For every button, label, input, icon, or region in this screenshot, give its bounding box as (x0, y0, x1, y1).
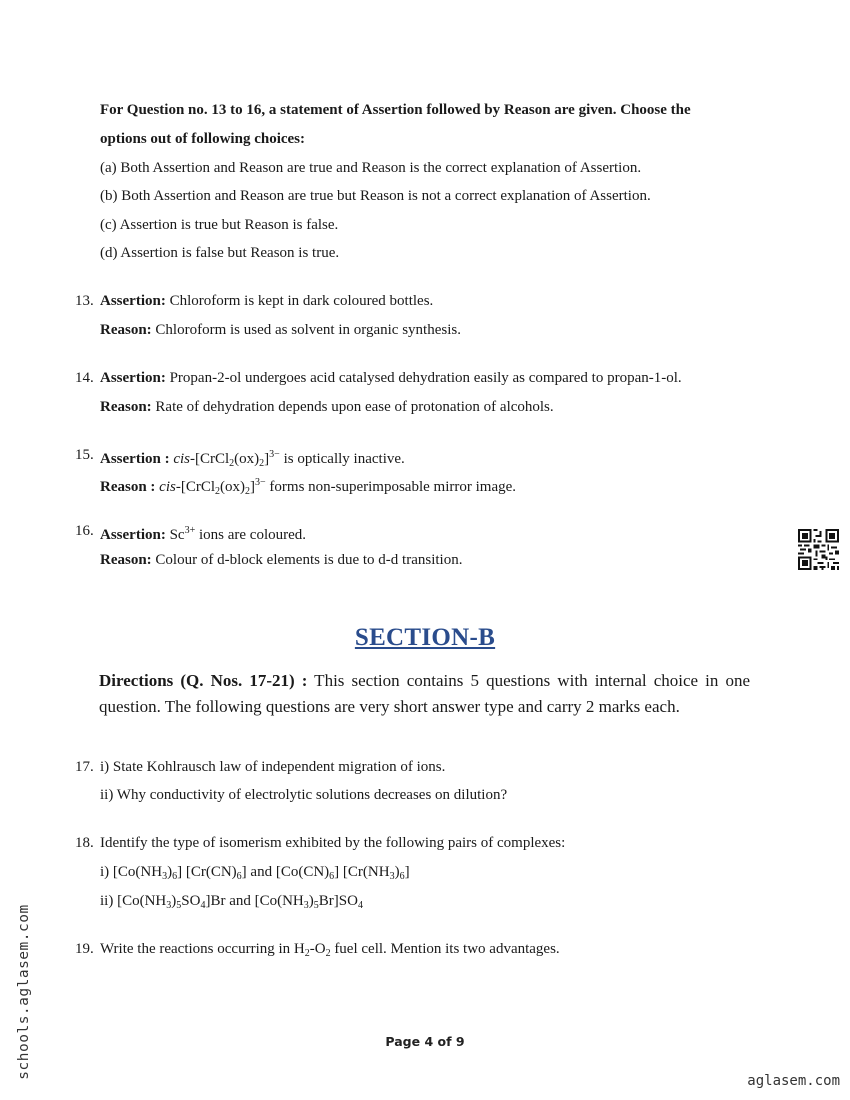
subscript: 2 (245, 486, 251, 497)
question-number-15: 15. (75, 447, 94, 463)
q18-part-i: i) $[Co(NH_3)_6]$ $[Cr(CN)_6]$ and $[Co(CN)_6]$ $[Cr(NH_3)_6]$ (100, 864, 410, 882)
side-watermark-text: schools.aglasem.com (16, 904, 32, 1080)
complex-bracket: ] (264, 451, 270, 467)
subscript: 2 (215, 486, 221, 497)
cis-prefix: cis (159, 479, 176, 495)
subscript: 2 (259, 458, 265, 469)
reason-text: Chloroform is used as solvent in organic synthesis. (151, 322, 461, 338)
q14-reason (100, 397, 554, 417)
question-number-18: 18. (75, 835, 94, 851)
question-number-13: 13. (75, 293, 94, 309)
subscript: 2 (229, 458, 235, 469)
assertion-label: Assertion: (100, 293, 166, 309)
section-title: SECTION-B (354, 624, 496, 651)
oxalate-ligand: (ox) (234, 451, 260, 467)
q19-text (100, 939, 560, 964)
part-label: i) (100, 864, 113, 880)
instructions-line-2: options out of following choices: (100, 131, 306, 147)
reason-label: Reason: (100, 322, 152, 338)
question-number-17: 17. (75, 759, 94, 775)
directions-text: This section contains 5 questions with internal choice in one question. The following questions are very short answer type and carry 2 marks each. (99, 671, 751, 716)
question-number-16: 16. (75, 523, 94, 539)
charge-superscript: 3+ (184, 525, 196, 536)
assertion-label: Assertion: (100, 370, 166, 386)
question-number-19: 19. (75, 941, 94, 957)
q14-assertion (100, 368, 682, 388)
oxalate-ligand: (ox) (220, 479, 246, 495)
complex-part: -[CrCl (190, 451, 230, 467)
assertion-text: Chloroform is kept in dark coloured bottles. (165, 293, 434, 309)
q17-part-1: i) State Kohlrausch law of independent migration of ions. (100, 759, 446, 775)
q19-text-start: Write the reactions occurring in H (100, 941, 305, 957)
complex-part: -[CrCl (175, 479, 216, 495)
reason-label: Reason: (100, 552, 152, 568)
subscript: 2 (304, 948, 310, 959)
q16-assertion (100, 521, 306, 545)
assertion-text: Propan-2-ol undergoes acid catalysed dehydration easily as compared to propan-1-ol. (165, 370, 682, 386)
assertion-label: Assertion : (100, 451, 170, 467)
cis-prefix: cis (173, 451, 190, 467)
option-a: (a) Both Assertion and Reason are true and Reason is the correct explanation of Assertion. (100, 160, 642, 176)
q17-part-2: ii) Why conductivity of electrolytic solutions decreases on dilution? (100, 787, 508, 803)
q16-reason (100, 550, 462, 570)
q18-stem: Identify the type of isomerism exhibited by the following pairs of complexes: (100, 835, 566, 851)
assertion-text: Sc (165, 527, 185, 543)
q15-assertion (100, 445, 405, 474)
part-label: ii) (100, 893, 118, 909)
reason-label: Reason: (100, 399, 152, 415)
option-d: (d) Assertion is false but Reason is true. (100, 245, 340, 261)
q19-text-end: fuel cell. Mention its two advantages. (330, 941, 560, 957)
reason-label: Reason : (100, 479, 156, 495)
question-number-14: 14. (75, 370, 94, 386)
charge-superscript: 3− (255, 477, 266, 488)
q18-part-ii: ii) $[Co(NH_3)_5SO_4]Br$ and $[Co(NH_3)_5Br]SO_4$ (100, 893, 363, 911)
complex-bracket: ] (250, 479, 256, 495)
charge-superscript: 3− (269, 449, 280, 460)
directions-lead: Directions (Q. Nos. 17-21) : (99, 671, 308, 690)
option-c: (c) Assertion is true but Reason is false. (100, 217, 339, 233)
assertion-text-end: ions are coloured. (195, 527, 307, 543)
reason-text: Colour of d-block elements is due to d-d transition. (151, 552, 463, 568)
section-directions (99, 668, 750, 719)
q13-reason (100, 320, 461, 340)
instructions-line-1: For Question no. 13 to 16, a statement of Assertion followed by Reason are given. Choose the (100, 102, 691, 118)
option-b: (b) Both Assertion and Reason are true but Reason is not a correct explanation of Assertion. (100, 188, 651, 204)
footer-watermark: aglasem.com (747, 1073, 840, 1089)
q15-reason (100, 473, 516, 502)
q13-assertion (100, 291, 433, 311)
subscript: 2 (325, 948, 331, 959)
qr-code-icon (798, 529, 839, 570)
reason-text: Rate of dehydration depends upon ease of protonation of alcohols. (151, 399, 554, 415)
assertion-text: is optically inactive. (279, 451, 405, 467)
reason-text: forms non-superimposable mirror image. (265, 479, 517, 495)
q19-text-mid: -O (309, 941, 326, 957)
assertion-label: Assertion: (100, 527, 166, 543)
page-number: Page 4 of 9 (385, 1034, 465, 1049)
